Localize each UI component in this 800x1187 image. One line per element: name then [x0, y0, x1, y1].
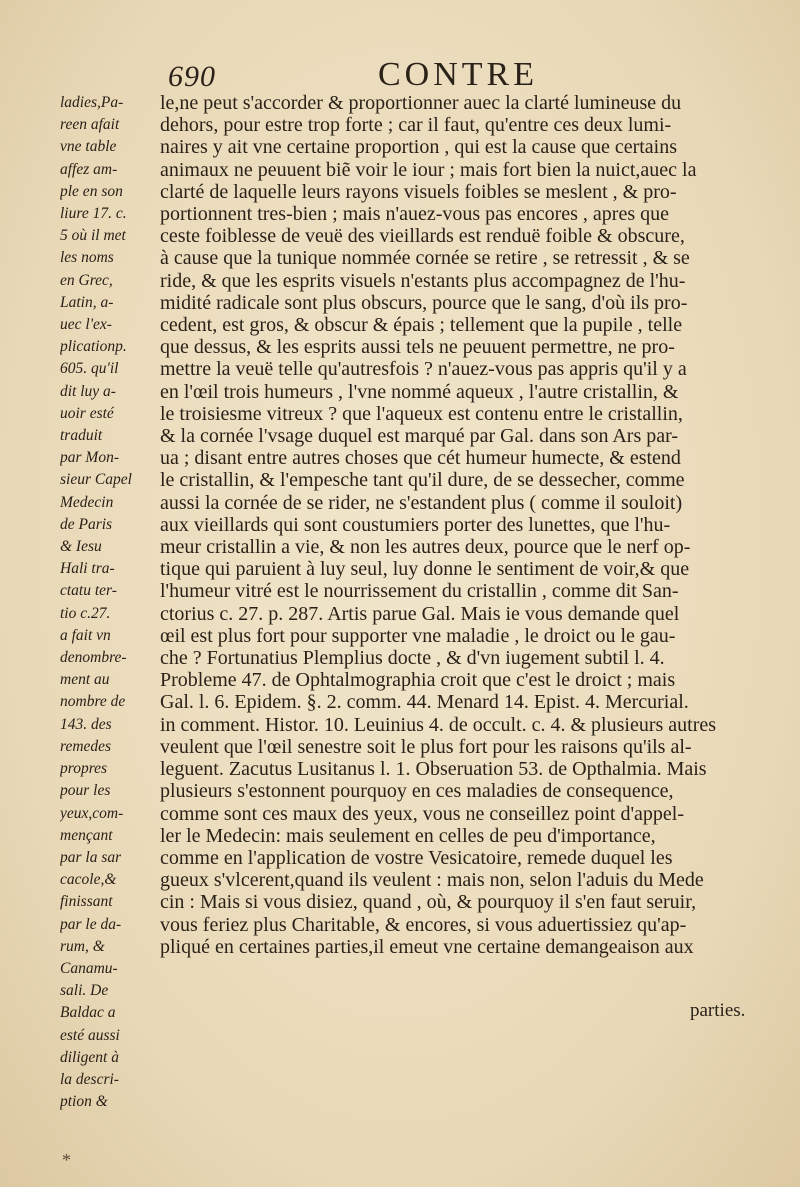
text-line: ler le Medecin: mais seulement en celles de peu d'importance,: [160, 824, 656, 847]
bottom-mark: *: [62, 1150, 71, 1170]
margin-note-line: dit luy a-: [60, 382, 116, 400]
margin-note-line: reen afait: [60, 116, 120, 134]
margin-note-line: yeux,com-: [60, 804, 124, 822]
page-header: [0, 56, 800, 96]
text-line: gueux s'vlcerent,quand ils veulent : mais non, selon l'aduis du Mede: [160, 869, 704, 892]
margin-note-line: Latin, a-: [60, 293, 114, 311]
text-line: vous feriez plus Charitable, & encores, si vous aduertissiez qu'ap-: [160, 913, 687, 936]
margin-note-line: 5 où il met: [60, 227, 126, 245]
margin-note-line: propres: [60, 760, 108, 778]
margin-note-line: ctatu ter-: [60, 582, 117, 600]
margin-note-line: de Paris: [60, 515, 113, 533]
margin-note-line: ption &: [60, 1093, 108, 1111]
text-line: meur cristallin a vie, & non les autres deux, pource que le nerf op-: [160, 536, 691, 559]
margin-note-line: diligent à: [60, 1048, 119, 1066]
text-line: animaux ne peuuent biẽ voir le iour ; mais fort bien la nuict,auec la: [160, 158, 697, 181]
text-line: ua ; disant entre autres choses que cét humeur humecte, & estend: [160, 447, 681, 470]
margin-note-line: esté aussi: [60, 1026, 120, 1044]
margin-note-line: a fait vn: [60, 626, 111, 644]
catchword: parties.: [690, 1000, 746, 1021]
text-line: leguent. Zacutus Lusitanus l. 1. Obseruation 53. de Opthalmia. Mais: [160, 758, 707, 781]
body-text: [160, 92, 772, 958]
text-line: comme en l'application de vostre Vesicatoire, remede duquel les: [160, 846, 673, 869]
margin-note-line: ple en son: [60, 182, 123, 200]
margin-note-line: ladies,Pa-: [60, 94, 124, 111]
text-line: plusieurs s'estonnent pourquoy en ces maladies de consequence,: [160, 780, 674, 803]
margin-note-line: sali. De: [60, 982, 109, 1000]
margin-note-line: par la sar: [60, 848, 122, 866]
text-line: aussi la cornée de se rider, ne s'estandent plus ( comme il souloit): [160, 491, 683, 514]
text-line: le cristallin, & l'empesche tant qu'il dure, de se dessecher, comme: [160, 469, 685, 492]
margin-note-line: finissant: [60, 893, 113, 911]
text-line: in comment. Histor. 10. Leuinius 4. de occult. c. 4. & plusieurs autres: [160, 713, 717, 736]
page-number: 690: [168, 60, 216, 93]
margin-note-line: traduit: [60, 427, 103, 445]
margin-note-line: tio c.27.: [60, 604, 111, 622]
text-line: naires y ait vne certaine proportion , qui est la cause que certains: [160, 136, 678, 159]
text-line: cin : Mais si vous disiez, quand , où, & pourquoy il s'en faut seruir,: [160, 891, 697, 914]
text-line: le,ne peut s'accorder & proportionner auec la clarté lumineuse du: [160, 92, 682, 114]
text-line: midité radicale sont plus obscurs, pource que le sang, d'où ils pro-: [160, 291, 688, 314]
margin-note-line: Medecin: [60, 493, 114, 511]
margin-note-line: Baldac a: [60, 1004, 116, 1022]
text-line: che ? Fortunatius Plemplius docte , & d'vn iugement subtil l. 4.: [160, 647, 665, 670]
text-line: cedent, est gros, & obscur & épais ; tellement que la pupile , telle: [160, 314, 683, 337]
text-line: ride, & que les esprits visuels n'estants plus accompagnez de l'hu-: [160, 269, 686, 292]
margin-note-line: ment au: [60, 671, 110, 689]
margin-note-line: uec l'ex-: [60, 316, 112, 334]
margin-note-line: & Iesu: [60, 538, 102, 556]
text-line: dehors, pour estre trop forte ; car il faut, qu'entre ces deux lumi-: [160, 114, 672, 137]
margin-note-line: affez am-: [60, 160, 118, 178]
text-line: mettre la veuë telle qu'autresfois ? n'auez-vous pas appris qu'il y a: [160, 358, 687, 381]
text-line: à cause que la tunique nommée cornée se retire , se retressit , & se: [160, 247, 690, 270]
text-line: aux vieillards qui sont coustumiers porter des lunettes, que l'hu-: [160, 513, 671, 536]
text-line: l'humeur vitré est le nourrissement du cristallin , comme dit San-: [160, 580, 679, 603]
margin-note-line: 605. qu'il: [60, 360, 119, 378]
margin-note-line: Canamu-: [60, 959, 118, 977]
margin-note-line: uoir esté: [60, 404, 114, 422]
margin-note-line: 143. des: [60, 715, 112, 733]
text-line: en l'œil trois humeurs , l'vne nommé aqueux , l'autre cristallin, &: [160, 380, 679, 403]
margin-note-line: rum, &: [60, 937, 105, 955]
text-line: que dessus, & les esprits aussi tels ne peuuent permettre, ne pro-: [160, 336, 675, 359]
margin-note-line: liure 17. c.: [60, 205, 127, 223]
text-line: portionnent tres-bien ; mais n'auez-vous pas encores , apres que: [160, 203, 669, 226]
margin-note-line: remedes: [60, 737, 112, 755]
margin-note-line: en Grec,: [60, 271, 113, 289]
margin-note-line: pour les: [60, 782, 111, 800]
text-line: pliqué en certaines parties,il emeut vne certaine demangeaison aux: [160, 935, 694, 958]
margin-note-line: cacole,&: [60, 871, 117, 889]
text-line: veulent que l'œil senestre soit le plus fort pour les raisons qu'ils al-: [160, 735, 692, 758]
margin-note-line: la descri-: [60, 1070, 119, 1088]
text-line: comme sont ces maux des yeux, vous ne conseillez point d'appel-: [160, 802, 685, 825]
margin-note-line: plicationp.: [60, 338, 127, 356]
margin-note-line: nombre de: [60, 693, 126, 711]
margin-note-line: denombre-: [60, 649, 127, 667]
margin-note-line: vne table: [60, 138, 117, 156]
margin-note-line: par le da-: [60, 915, 122, 933]
text-line: & la cornée l'vsage duquel est marqué par Gal. dans son Ars par-: [160, 425, 679, 448]
text-line: clarté de laquelle leurs rayons visuels foibles se meslent , & pro-: [160, 180, 677, 203]
margin-note-line: sieur Capel: [60, 471, 132, 489]
text-line: œil est plus fort pour supporter vne maladie , le droict ou le gau-: [160, 624, 676, 647]
margin-note-line: par Mon-: [60, 449, 119, 467]
margin-note-line: les noms: [60, 249, 114, 267]
margin-note: [60, 92, 158, 1113]
margin-note-line: mençant: [60, 826, 113, 844]
running-head: CONTRE: [378, 56, 538, 93]
text-line: Gal. l. 6. Epidem. §. 2. comm. 44. Menard 14. Epist. 4. Mercurial.: [160, 691, 689, 714]
text-line: Probleme 47. de Ophtalmographia croit que c'est le droict ; mais: [160, 669, 676, 692]
text-line: ctorius c. 27. p. 287. Artis parue Gal. Mais ie vous demande quel: [160, 602, 680, 625]
text-line: ceste foiblesse de veuë des vieillards est renduë foible & obscure,: [160, 225, 685, 248]
text-line: tique qui paruient à luy seul, luy donne le sentiment de voir,& que: [160, 558, 690, 581]
text-line: le troisiesme vitreux ? que l'aqueux est contenu entre le cristallin,: [160, 402, 683, 425]
margin-note-line: Hali tra-: [60, 560, 115, 578]
